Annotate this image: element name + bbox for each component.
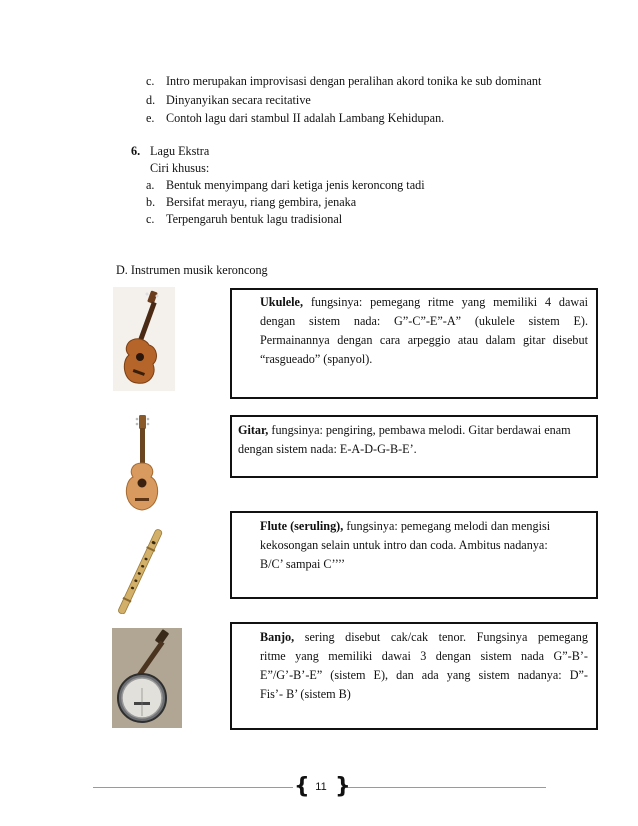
description-line: B/C’ sampai C’’’’ [260,557,346,571]
description-line: E”/G’-B’-E” (sistem E), dan ada yang sistem nadanya: D”- [260,668,588,682]
list-marker: e. [146,111,155,125]
banjo-image [112,628,182,728]
guitar-description [238,421,592,459]
instrument-name: Flute (seruling), [260,519,344,533]
page-number: 11 [315,781,327,793]
ukulele-description [260,293,588,369]
description-line: kekosongan selain untuk intro dan coda. Ambitus nadanya: [260,538,548,552]
description-line: “rasgueado” (spanyol). [260,352,373,366]
description-line: fungsinya: pengiring, pembawa melodi. Gitar berdawai enam [271,423,571,437]
section-heading: D. Instrumen musik keroncong [116,263,268,277]
section-number: 6. [131,144,141,158]
left-bracket-icon: { [294,774,310,799]
list-marker: c. [146,212,155,226]
list-item: Bersifat merayu, riang gembira, jenaka [166,195,357,209]
instrument-name: Ukulele, [260,295,303,309]
description-line: Permainannya dengan cara arpeggio atau dalam gitar disebut [260,333,588,347]
section-subtitle: Ciri khusus: [150,161,210,175]
section-title: Lagu Ekstra [150,144,210,158]
list-marker: b. [146,195,156,209]
description-line: dengan sistem nada: E-A-D-G-B-E’. [238,442,417,456]
list-item: Bentuk menyimpang dari ketiga jenis keroncong tadi [166,178,425,192]
description-line: ritme yang memiliki dawai 3 dengan sistem nada G”-B’- [260,649,588,663]
footer-rule-right [346,787,546,788]
instrument-name: Banjo, [260,630,295,644]
ukulele-image [113,287,175,391]
list-marker: d. [146,93,156,107]
footer-rule-left [93,787,293,788]
description-line: fungsinya: pemegang melodi dan mengisi [346,519,551,533]
description-line: dengan sistem nada: G”-C”-E”-A” (ukulele sistem E). [260,314,588,328]
description-line: sering disebut cak/cak tenor. Fungsinya pemegang [304,630,588,644]
guitar-image [116,413,168,513]
instrument-name: Gitar, [238,423,269,437]
list-item: Intro merupakan improvisasi dengan peralihan akord tonika ke sub dominant [166,74,542,88]
list-item: Dinyanyikan secara recitative [166,93,311,107]
banjo-description [260,628,588,704]
list-marker: c. [146,74,155,88]
flute-image [113,528,169,614]
right-bracket-icon: } [335,774,351,799]
flute-description [260,517,590,574]
list-item: Contoh lagu dari stambul II adalah Lambang Kehidupan. [166,111,445,125]
list-marker: a. [146,178,155,192]
list-item: Terpengaruh bentuk lagu tradisional [166,212,343,226]
description-line: Fis’- B’ (sistem B) [260,687,351,701]
description-line: fungsinya: pemegang ritme yang memiliki 4 dawai [310,295,588,309]
